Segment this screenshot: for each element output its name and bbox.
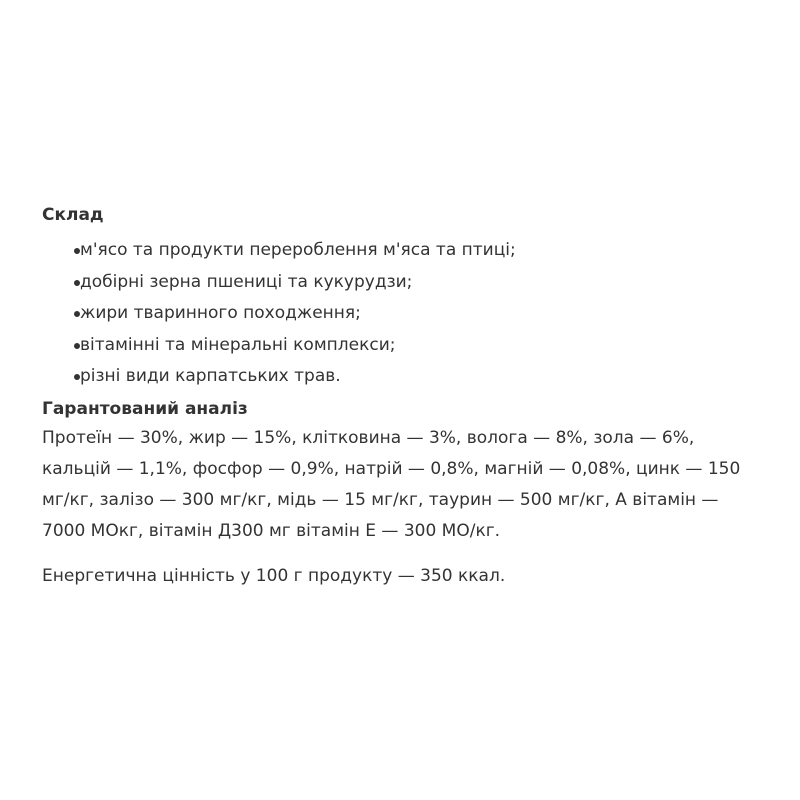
analysis-heading: Гарантований аналіз [42,398,248,419]
list-item [42,267,772,299]
list-item [42,298,772,330]
analysis-text: Протеїн — 30%, жир — 15%, клітковина — 3%, волога — 8%, зола — 6%, кальцій — 1,1%, фосфор — 0,9%, натрій — 0,8%, магній — 0,08%, цинк — 150 мг/кг, залізо — 300 мг/кг, мідь — 15 мг/кг, таурин — 500 мг/кг, А вітамін — 7000 МОкг, вітамін Д300 мг вітамін Е — 300 МО/кг. [42,427,741,541]
list-item [42,361,772,393]
bullet-icon [74,248,80,254]
ingredient-text: вітамінні та мінеральні комплекси; [80,334,396,355]
bullet-icon [74,374,80,380]
ingredient-text: м'ясо та продукти перероблення м'яса та птиці; [80,240,516,260]
ingredient-text: різні види карпатських трав. [80,366,341,386]
ingredient-text: добірні зерна пшениці та кукурудзи; [80,271,413,292]
bullet-icon [74,311,80,317]
bullet-icon [74,280,80,286]
list-item [42,330,772,362]
ingredients-list [42,235,772,393]
list-item [42,235,772,267]
bullet-icon [74,343,80,349]
product-description [42,203,772,592]
energy-value-text: Енергетична цінність у 100 г продукту — 350 ккал. [42,565,506,586]
composition-heading: Склад [42,205,104,225]
ingredient-text: жири тваринного походження; [80,303,361,323]
